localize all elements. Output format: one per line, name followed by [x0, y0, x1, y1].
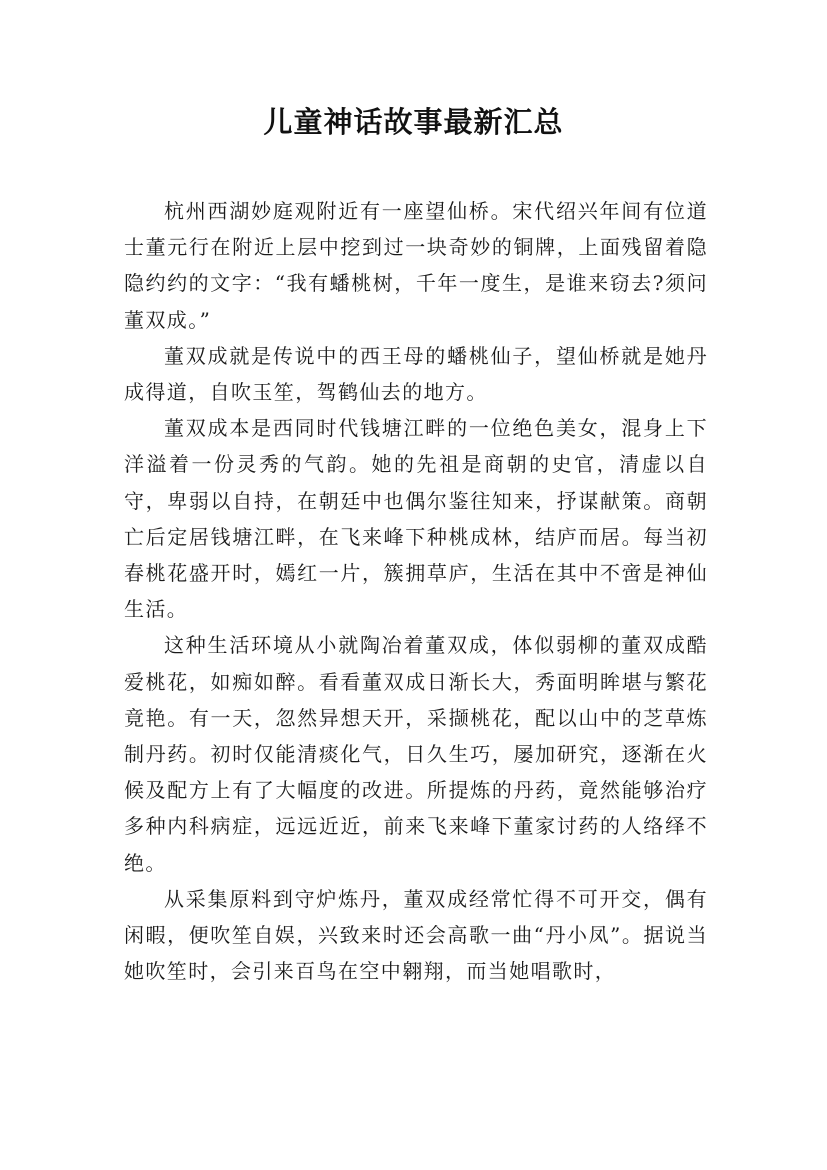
- paragraph: 从采集原料到守炉炼丹，董双成经常忙得不可开交，偶有闲暇，便吹笙自娱，兴致来时还会高歌一曲“丹小凤”。据说当她吹笙时，会引来百鸟在空中翱翔，而当她唱歌时，: [124, 886, 708, 984]
- paragraph: 这种生活环境从小就陶冶着董双成，体似弱柳的董双成酷爱桃花，如痴如醉。看看董双成日渐长大，秀面明眸堪与繁花竟艳。有一天，忽然异想天开，采撷桃花，配以山中的芝草炼制丹药。初时仅能清痰化气，日久生巧，屡加研究，逐渐在火候及配方上有了大幅度的改进。所提炼的丹药，竟然能够治疗多种内科病症，远远近近，前来飞来峰下董家讨药的人络绎不绝。: [124, 633, 708, 875]
- document-body: [124, 193, 708, 989]
- paragraph: 杭州西湖妙庭观附近有一座望仙桥。宋代绍兴年间有位道士董元行在附近上层中挖到过一块奇妙的铜牌，上面残留着隐隐约约的文字：“我有蟠桃树，千年一度生，是谁来窃去?须问董双成。”: [124, 199, 708, 332]
- document-title: 儿童神话故事最新汇总: [263, 105, 564, 139]
- paragraph: 董双成本是西同时代钱塘江畔的一位绝色美女，混身上下洋溢着一份灵秀的气韵。她的先祖是商朝的史官，清虚以自守，卑弱以自持，在朝廷中也偶尔鉴往知来，抒谋献策。商朝亡后定居钱塘江畔，在飞来峰下种桃成林，结庐而居。每当初春桃花盛开时，嫣红一片，簇拥草庐，生活在其中不啻是神仙生活。: [124, 416, 708, 622]
- paragraph: 董双成就是传说中的西王母的蟠桃仙子，望仙桥就是她丹成得道，自吹玉笙，驾鹤仙去的地方。: [124, 343, 708, 405]
